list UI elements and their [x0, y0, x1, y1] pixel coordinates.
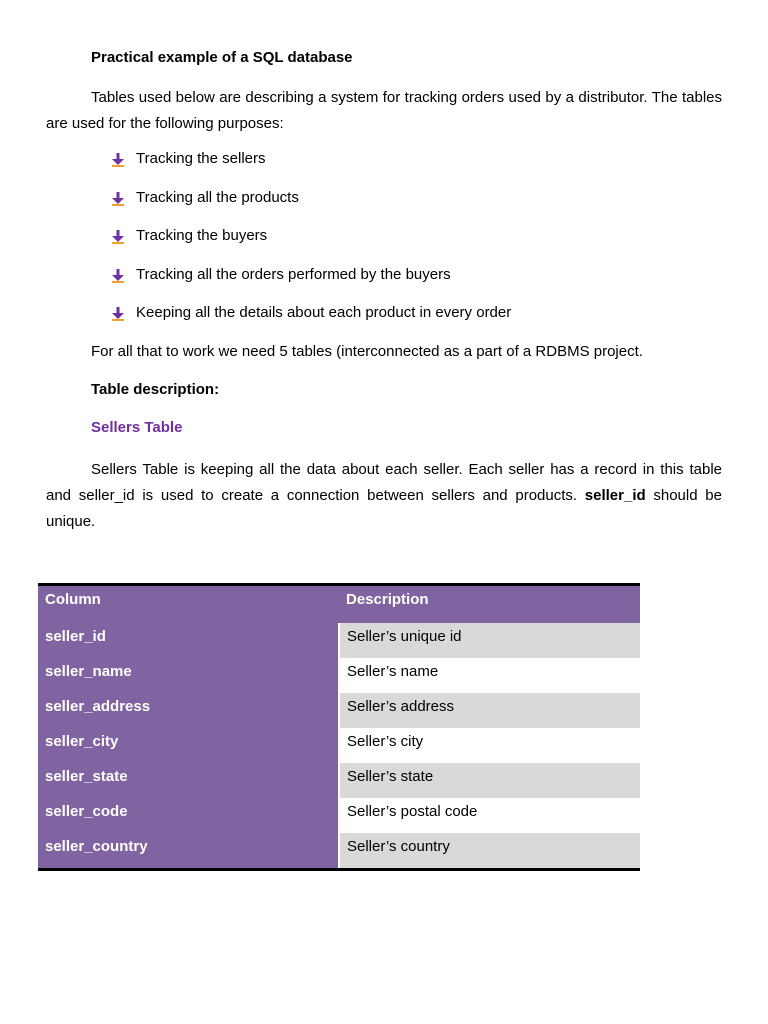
- list-item: [112, 189, 511, 228]
- table-header-row: [38, 585, 640, 624]
- list-item-label: Tracking the buyers: [136, 227, 268, 244]
- description-cell: Seller’s address: [339, 693, 640, 728]
- column-cell: seller_state: [38, 763, 339, 798]
- description-cell: Seller’s unique id: [339, 623, 640, 658]
- table-row: [38, 728, 640, 763]
- sellers-paragraph-end: should be unique.: [46, 487, 722, 530]
- header-column: Column: [45, 591, 101, 608]
- column-cell: seller_name: [38, 658, 339, 693]
- purpose-list: [112, 150, 511, 343]
- list-item: [112, 227, 511, 266]
- table-row: [38, 658, 640, 693]
- document-heading: Practical example of a SQL database: [91, 49, 353, 66]
- sellers-paragraph-bold: seller_id: [584, 487, 646, 504]
- table-row: [38, 763, 640, 798]
- table-row: [38, 833, 640, 870]
- sellers-table-title: Sellers Table: [91, 419, 183, 436]
- table-row: [38, 798, 640, 833]
- arrow-down-bullet-icon: [112, 269, 124, 283]
- arrow-down-bullet-icon: [112, 192, 124, 206]
- description-cell: Seller’s state: [339, 763, 640, 798]
- arrow-down-bullet-icon: [112, 153, 124, 167]
- list-item-label: Tracking the sellers: [136, 150, 266, 167]
- description-cell: Seller’s name: [339, 658, 640, 693]
- description-cell: Seller’s country: [339, 833, 640, 870]
- list-item-label: Tracking all the orders performed by the buyers: [136, 265, 451, 283]
- list-item: [112, 304, 511, 343]
- table-description-label: Table description:: [91, 381, 220, 398]
- column-cell: seller_address: [38, 693, 339, 728]
- list-item-label: Keeping all the details about each product in every order: [136, 304, 512, 321]
- table-row: [38, 693, 640, 728]
- intro-paragraph: Tables used below are describing a system for tracking orders used by a distributor. The tables are used for the following purposes:: [46, 89, 722, 132]
- arrow-down-bullet-icon: [112, 307, 124, 321]
- sellers-paragraph-text: Sellers Table is keeping all the data about each seller. Each seller has a record in this table and seller_id is used to create a connection between sellers and products.: [46, 461, 722, 504]
- column-cell: seller_code: [38, 798, 339, 833]
- column-cell: seller_country: [38, 833, 339, 870]
- tables-needed-text: For all that to work we need 5 tables (interconnected as a part of a RDBMS project.: [91, 343, 643, 360]
- table-row: [38, 623, 640, 658]
- sellers-table: [38, 583, 640, 871]
- sellers-paragraph: [46, 457, 722, 535]
- column-cell: seller_id: [38, 623, 339, 658]
- column-cell: seller_city: [38, 728, 339, 763]
- list-item: [112, 150, 511, 189]
- list-item: [112, 266, 511, 305]
- list-item-label: Tracking all the products: [136, 188, 299, 206]
- arrow-down-bullet-icon: [112, 230, 124, 244]
- description-cell: Seller’s postal code: [339, 798, 640, 833]
- description-cell: Seller’s city: [339, 728, 640, 763]
- header-description: Description: [346, 591, 429, 608]
